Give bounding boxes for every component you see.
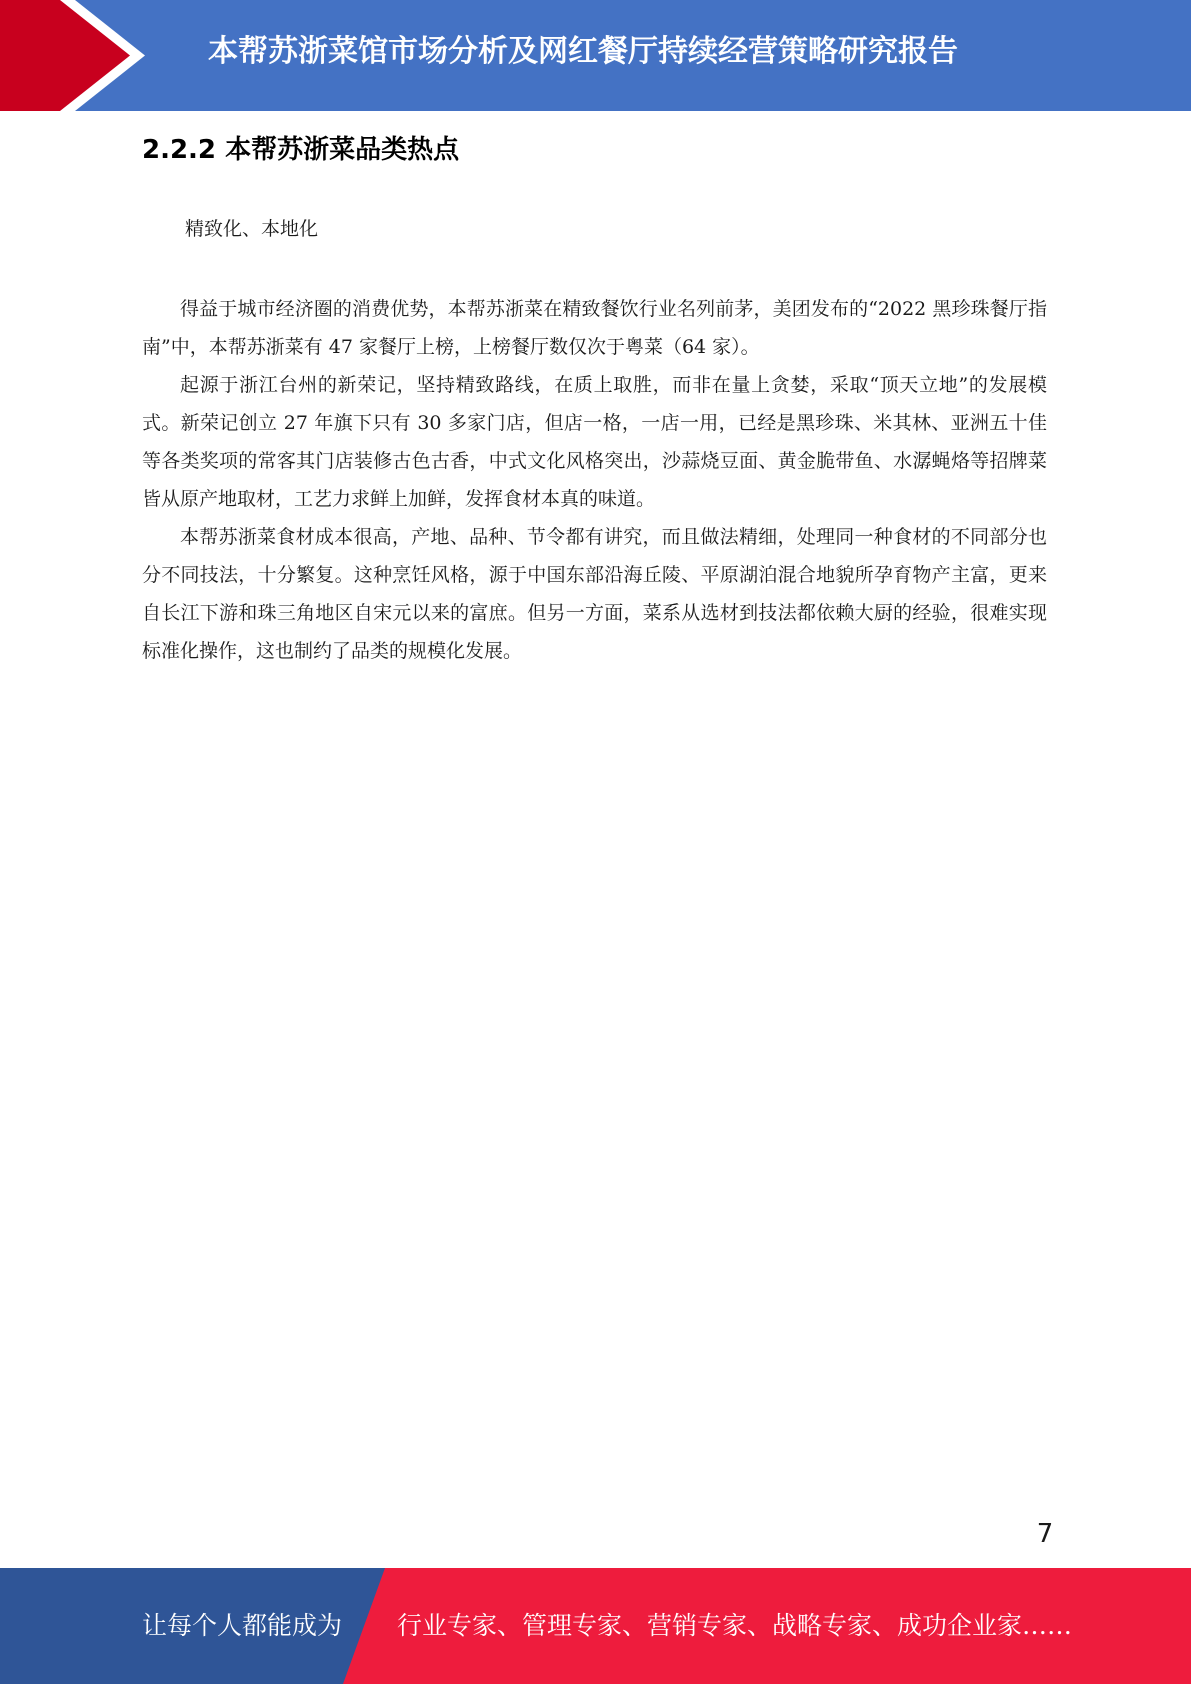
- paragraph-2: 起源于浙江台州的新荣记，坚持精致路线，在质上取胜，而非在量上贪婪，采取“顶天立地”的发展模式。新荣记创立 27 年旗下只有 30 多家门店，但店一格，一店一用，已经是黑珍珠、米其林、亚洲五十佳等各类奖项的常客其门店装修古色古香，中式文化风格突出，沙蒜烧豆面、黄金脆带鱼、水潺蝇烙等招牌菜皆从原产地取材，工艺力求鲜上加鲜，发挥食材本真的味道。: [142, 374, 1047, 510]
- page-number: 7: [1036, 1519, 1054, 1549]
- report-header-band: [0, 0, 1191, 111]
- footer-slogan-right: 行业专家、管理专家、营销专家、战略专家、成功企业家……: [397, 1611, 1073, 1640]
- report-title: 本帮苏浙菜馆市场分析及网红餐厅持续经营策略研究报告: [208, 34, 958, 69]
- paragraph-1: 得益于城市经济圈的消费优势，本帮苏浙菜在精致餐饮行业名列前茅，美团发布的“2022 黑珍珠餐厅指南”中，本帮苏浙菜有 47 家餐厅上榜，上榜餐厅数仅次于粤菜（64 家）。: [142, 298, 1047, 358]
- footer-slogan-left: 让每个人都能成为: [142, 1611, 343, 1640]
- section-heading: 2.2.2 本帮苏浙菜品类热点: [142, 135, 460, 165]
- paragraph-3: 本帮苏浙菜食材成本很高，产地、品种、节令都有讲究，而且做法精细，处理同一种食材的不同部分也分不同技法，十分繁复。这种烹饪风格，源于中国东部沿海丘陵、平原湖泊混合地貌所孕育物产主富，更来自长江下游和珠三角地区自宋元以来的富庶。但另一方面，菜系从选材到技法都依赖大厨的经验，很难实现标准化操作，这也制约了品类的规模化发展。: [142, 526, 1047, 662]
- body-text: [142, 290, 1047, 670]
- section-subheading: 精致化、本地化: [185, 218, 319, 240]
- footer-band: [0, 1568, 1191, 1684]
- header-chevron-decoration: [0, 0, 160, 111]
